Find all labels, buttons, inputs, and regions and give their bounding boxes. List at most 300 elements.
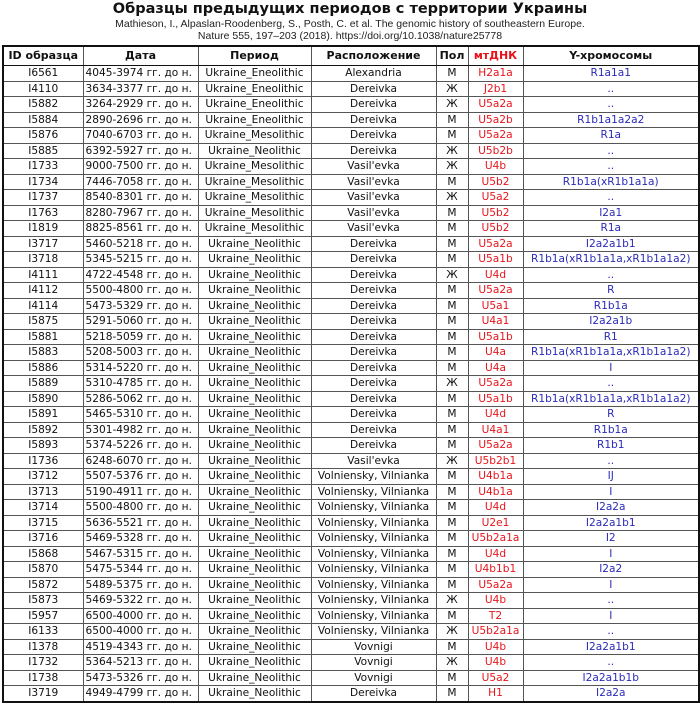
- cell-sex: М: [436, 407, 468, 423]
- cell-date: 4045-3974 гг. до н.: [83, 66, 198, 82]
- cell-sample-id: I5890: [3, 391, 83, 407]
- table-body: [3, 66, 699, 702]
- page-title: Образцы предыдущих периодов с территории Украины: [112, 1, 588, 17]
- cell-period: Ukraine_Neolithic: [198, 531, 311, 547]
- cell-location: Volniensky, Vilnianka: [311, 484, 436, 500]
- cell-sex: Ж: [436, 143, 468, 159]
- cell-location: Volniensky, Vilnianka: [311, 608, 436, 624]
- cell-date: 3264-2929 гг. до н.: [83, 97, 198, 113]
- cell-period: Ukraine_Neolithic: [198, 655, 311, 671]
- cell-date: 8540-8301 гг. до н.: [83, 190, 198, 206]
- cell-location: Dereivka: [311, 128, 436, 144]
- cell-period: Ukraine_Neolithic: [198, 143, 311, 159]
- table-row: [3, 314, 699, 330]
- cell-y-chromosome: ..: [523, 143, 699, 159]
- cell-date: 5374-5226 гг. до н.: [83, 438, 198, 454]
- cell-sample-id: I5889: [3, 376, 83, 392]
- cell-sex: М: [436, 577, 468, 593]
- cell-location: Vovnigi: [311, 655, 436, 671]
- cell-location: Dereivka: [311, 112, 436, 128]
- table-row: [3, 345, 699, 361]
- table-row: [3, 562, 699, 578]
- cell-location: Dereivka: [311, 236, 436, 252]
- cell-sex: Ж: [436, 81, 468, 97]
- cell-location: Alexandria: [311, 66, 436, 82]
- cell-sample-id: I5870: [3, 562, 83, 578]
- cell-sample-id: I1732: [3, 655, 83, 671]
- cell-y-chromosome: IJ: [523, 469, 699, 485]
- cell-y-chromosome: I: [523, 484, 699, 500]
- cell-sex: Ж: [436, 267, 468, 283]
- cell-period: Ukraine_Neolithic: [198, 391, 311, 407]
- cell-y-chromosome: ..: [523, 190, 699, 206]
- cell-sex: Ж: [436, 624, 468, 640]
- cell-y-chromosome: R: [523, 407, 699, 423]
- cell-y-chromosome: I2a2a1b1b: [523, 670, 699, 686]
- cell-location: Vasil'evka: [311, 190, 436, 206]
- cell-mtdna: U4a: [468, 360, 523, 376]
- cell-sex: М: [436, 112, 468, 128]
- citation-line-2: Nature 555, 197–203 (2018). https://doi.org/10.1038/nature25778: [197, 30, 503, 42]
- cell-sex: М: [436, 608, 468, 624]
- table-header-row: [3, 46, 699, 66]
- cell-date: 5636-5521 гг. до н.: [83, 515, 198, 531]
- cell-sample-id: I3714: [3, 500, 83, 516]
- cell-sample-id: I1378: [3, 639, 83, 655]
- cell-location: Volniensky, Vilnianka: [311, 469, 436, 485]
- cell-date: 2890-2696 гг. до н.: [83, 112, 198, 128]
- table-row: [3, 608, 699, 624]
- cell-y-chromosome: I2a2a: [523, 500, 699, 516]
- cell-sample-id: I1734: [3, 174, 83, 190]
- cell-period: Ukraine_Neolithic: [198, 670, 311, 686]
- cell-mtdna: U5a2a: [468, 236, 523, 252]
- cell-date: 3634-3377 гг. до н.: [83, 81, 198, 97]
- cell-sample-id: I5891: [3, 407, 83, 423]
- cell-mtdna: U5a2a: [468, 283, 523, 299]
- cell-sample-id: I5892: [3, 422, 83, 438]
- table-row: [3, 112, 699, 128]
- cell-period: Ukraine_Eneolithic: [198, 112, 311, 128]
- cell-mtdna: U4d: [468, 500, 523, 516]
- cell-location: Vovnigi: [311, 639, 436, 655]
- cell-date: 5218-5059 гг. до н.: [83, 329, 198, 345]
- citation-line-1: Mathieson, I., Alpaslan-Roodenberg, S., Posth, C. et al. The genomic history of southeastern Europe.: [115, 18, 585, 30]
- table-row: [3, 407, 699, 423]
- cell-date: 5500-4800 гг. до н.: [83, 283, 198, 299]
- cell-sex: М: [436, 298, 468, 314]
- cell-mtdna: U5b2a1a: [468, 531, 523, 547]
- cell-mtdna: U4a1: [468, 422, 523, 438]
- cell-mtdna: U4d: [468, 407, 523, 423]
- cell-y-chromosome: R1b1a(xR1b1a1a): [523, 174, 699, 190]
- cell-sample-id: I3716: [3, 531, 83, 547]
- table-row: [3, 484, 699, 500]
- cell-y-chromosome: I2: [523, 531, 699, 547]
- cell-date: 5473-5329 гг. до н.: [83, 298, 198, 314]
- cell-sample-id: I6133: [3, 624, 83, 640]
- cell-y-chromosome: I2a2a1b1: [523, 639, 699, 655]
- table-row: [3, 391, 699, 407]
- cell-date: 5473-5326 гг. до н.: [83, 670, 198, 686]
- cell-location: Dereivka: [311, 298, 436, 314]
- cell-sex: М: [436, 562, 468, 578]
- cell-y-chromosome: I: [523, 577, 699, 593]
- cell-date: 7040-6703 гг. до н.: [83, 128, 198, 144]
- cell-sample-id: I3715: [3, 515, 83, 531]
- cell-date: 5507-5376 гг. до н.: [83, 469, 198, 485]
- cell-sample-id: I5872: [3, 577, 83, 593]
- header-date: Дата: [83, 46, 198, 66]
- table-row: [3, 128, 699, 144]
- cell-sample-id: I3718: [3, 252, 83, 268]
- cell-date: 5310-4785 гг. до н.: [83, 376, 198, 392]
- table-row: [3, 159, 699, 175]
- table-row: [3, 500, 699, 516]
- cell-sex: М: [436, 66, 468, 82]
- cell-sample-id: I3712: [3, 469, 83, 485]
- cell-y-chromosome: R1: [523, 329, 699, 345]
- cell-sex: М: [436, 500, 468, 516]
- table-row: [3, 236, 699, 252]
- cell-location: Dereivka: [311, 329, 436, 345]
- cell-mtdna: H1: [468, 686, 523, 702]
- cell-location: Vasil'evka: [311, 174, 436, 190]
- cell-period: Ukraine_Neolithic: [198, 608, 311, 624]
- cell-location: Dereivka: [311, 81, 436, 97]
- cell-location: Dereivka: [311, 283, 436, 299]
- cell-period: Ukraine_Neolithic: [198, 453, 311, 469]
- cell-y-chromosome: ..: [523, 624, 699, 640]
- table-row: [3, 81, 699, 97]
- cell-sample-id: I5868: [3, 546, 83, 562]
- cell-mtdna: U5a2a: [468, 577, 523, 593]
- cell-sex: М: [436, 329, 468, 345]
- cell-date: 6500-4000 гг. до н.: [83, 608, 198, 624]
- cell-period: Ukraine_Mesolithic: [198, 174, 311, 190]
- table-row: [3, 422, 699, 438]
- cell-sample-id: I1763: [3, 205, 83, 221]
- cell-mtdna: U4b: [468, 159, 523, 175]
- cell-period: Ukraine_Neolithic: [198, 267, 311, 283]
- cell-location: Vasil'evka: [311, 221, 436, 237]
- cell-y-chromosome: ..: [523, 655, 699, 671]
- cell-period: Ukraine_Mesolithic: [198, 205, 311, 221]
- cell-mtdna: U4b1b1: [468, 562, 523, 578]
- cell-mtdna: U4b: [468, 593, 523, 609]
- cell-y-chromosome: R1a1a1: [523, 66, 699, 82]
- cell-y-chromosome: I2a2a1b: [523, 314, 699, 330]
- table-row: [3, 670, 699, 686]
- cell-location: Volniensky, Vilnianka: [311, 531, 436, 547]
- cell-mtdna: U4b1a: [468, 484, 523, 500]
- cell-period: Ukraine_Neolithic: [198, 484, 311, 500]
- cell-sample-id: I1819: [3, 221, 83, 237]
- cell-sex: М: [436, 360, 468, 376]
- cell-date: 4949-4799 гг. до н.: [83, 686, 198, 702]
- cell-date: 5291-5060 гг. до н.: [83, 314, 198, 330]
- header-location: Расположение: [311, 46, 436, 66]
- cell-period: Ukraine_Neolithic: [198, 376, 311, 392]
- cell-sex: М: [436, 515, 468, 531]
- cell-mtdna: U5b2b: [468, 143, 523, 159]
- cell-period: Ukraine_Neolithic: [198, 639, 311, 655]
- cell-sex: Ж: [436, 190, 468, 206]
- cell-date: 5345-5215 гг. до н.: [83, 252, 198, 268]
- cell-mtdna: U5a2a: [468, 438, 523, 454]
- cell-date: 5469-5328 гг. до н.: [83, 531, 198, 547]
- cell-sex: М: [436, 670, 468, 686]
- cell-sample-id: I3717: [3, 236, 83, 252]
- cell-period: Ukraine_Neolithic: [198, 236, 311, 252]
- cell-date: 5469-5322 гг. до н.: [83, 593, 198, 609]
- cell-date: 5364-5213 гг. до н.: [83, 655, 198, 671]
- cell-date: 5190-4911 гг. до н.: [83, 484, 198, 500]
- cell-location: Volniensky, Vilnianka: [311, 577, 436, 593]
- cell-mtdna: U5b2: [468, 205, 523, 221]
- cell-y-chromosome: I2a2: [523, 562, 699, 578]
- table-row: [3, 624, 699, 640]
- cell-date: 5489-5375 гг. до н.: [83, 577, 198, 593]
- table-row: [3, 143, 699, 159]
- cell-y-chromosome: ..: [523, 97, 699, 113]
- cell-location: Dereivka: [311, 438, 436, 454]
- cell-date: 7446-7058 гг. до н.: [83, 174, 198, 190]
- cell-sample-id: I6561: [3, 66, 83, 82]
- cell-y-chromosome: I2a1: [523, 205, 699, 221]
- cell-y-chromosome: I: [523, 546, 699, 562]
- cell-period: Ukraine_Neolithic: [198, 252, 311, 268]
- cell-sex: Ж: [436, 97, 468, 113]
- cell-sex: М: [436, 639, 468, 655]
- cell-y-chromosome: I2a2a: [523, 686, 699, 702]
- cell-date: 6500-4000 гг. до н.: [83, 624, 198, 640]
- cell-mtdna: U4b1a: [468, 469, 523, 485]
- table-row: [3, 298, 699, 314]
- cell-sample-id: I4110: [3, 81, 83, 97]
- cell-sex: М: [436, 469, 468, 485]
- cell-sample-id: I4114: [3, 298, 83, 314]
- cell-mtdna: U5b2a1a: [468, 624, 523, 640]
- cell-mtdna: U5a1b: [468, 391, 523, 407]
- cell-sex: Ж: [436, 159, 468, 175]
- cell-y-chromosome: R1a: [523, 128, 699, 144]
- cell-date: 5301-4982 гг. до н.: [83, 422, 198, 438]
- table-row: [3, 531, 699, 547]
- cell-sex: М: [436, 546, 468, 562]
- cell-y-chromosome: R1b1a(xR1b1a1a,xR1b1a1a2): [523, 391, 699, 407]
- cell-sample-id: I3713: [3, 484, 83, 500]
- cell-sample-id: I5886: [3, 360, 83, 376]
- table-row: [3, 469, 699, 485]
- cell-date: 6392-5927 гг. до н.: [83, 143, 198, 159]
- cell-sample-id: I5882: [3, 97, 83, 113]
- cell-period: Ukraine_Mesolithic: [198, 128, 311, 144]
- cell-sex: Ж: [436, 593, 468, 609]
- cell-mtdna: U4a: [468, 345, 523, 361]
- cell-sex: М: [436, 422, 468, 438]
- table-row: [3, 453, 699, 469]
- cell-location: Volniensky, Vilnianka: [311, 546, 436, 562]
- cell-sex: Ж: [436, 655, 468, 671]
- cell-mtdna: U5a1b: [468, 252, 523, 268]
- cell-sample-id: I5873: [3, 593, 83, 609]
- table-row: [3, 97, 699, 113]
- cell-mtdna: J2b1: [468, 81, 523, 97]
- cell-period: Ukraine_Neolithic: [198, 593, 311, 609]
- table-row: [3, 593, 699, 609]
- cell-period: Ukraine_Mesolithic: [198, 159, 311, 175]
- cell-y-chromosome: I: [523, 360, 699, 376]
- cell-sample-id: I5893: [3, 438, 83, 454]
- cell-y-chromosome: ..: [523, 593, 699, 609]
- cell-period: Ukraine_Neolithic: [198, 345, 311, 361]
- cell-sample-id: I5885: [3, 143, 83, 159]
- cell-mtdna: U5a1: [468, 298, 523, 314]
- cell-y-chromosome: R1a: [523, 221, 699, 237]
- cell-date: 4519-4343 гг. до н.: [83, 639, 198, 655]
- cell-mtdna: U4d: [468, 546, 523, 562]
- cell-location: Vasil'evka: [311, 159, 436, 175]
- cell-mtdna: T2: [468, 608, 523, 624]
- cell-y-chromosome: R1b1a: [523, 422, 699, 438]
- cell-sample-id: I5876: [3, 128, 83, 144]
- cell-location: Vovnigi: [311, 670, 436, 686]
- cell-y-chromosome: R1b1a(xR1b1a1a,xR1b1a1a2): [523, 252, 699, 268]
- cell-period: Ukraine_Neolithic: [198, 407, 311, 423]
- cell-sex: М: [436, 314, 468, 330]
- cell-location: Dereivka: [311, 407, 436, 423]
- cell-y-chromosome: I2a2a1b1: [523, 515, 699, 531]
- cell-period: Ukraine_Eneolithic: [198, 66, 311, 82]
- cell-sex: М: [436, 345, 468, 361]
- cell-period: Ukraine_Neolithic: [198, 562, 311, 578]
- cell-sex: М: [436, 252, 468, 268]
- cell-y-chromosome: ..: [523, 81, 699, 97]
- header-mtdna: мтДНК: [468, 46, 523, 66]
- cell-y-chromosome: ..: [523, 376, 699, 392]
- cell-period: Ukraine_Eneolithic: [198, 81, 311, 97]
- cell-location: Volniensky, Vilnianka: [311, 500, 436, 516]
- header-sex: Пол: [436, 46, 468, 66]
- cell-mtdna: U5b2: [468, 174, 523, 190]
- cell-sex: М: [436, 236, 468, 252]
- cell-sample-id: I1733: [3, 159, 83, 175]
- cell-date: 8825-8561 гг. до н.: [83, 221, 198, 237]
- cell-location: Vasil'evka: [311, 205, 436, 221]
- cell-mtdna: U2e1: [468, 515, 523, 531]
- cell-period: Ukraine_Mesolithic: [198, 190, 311, 206]
- cell-period: Ukraine_Neolithic: [198, 422, 311, 438]
- cell-date: 5208-5003 гг. до н.: [83, 345, 198, 361]
- header-period: Период: [198, 46, 311, 66]
- cell-period: Ukraine_Neolithic: [198, 500, 311, 516]
- cell-period: Ukraine_Neolithic: [198, 546, 311, 562]
- table-row: [3, 205, 699, 221]
- table-row: [3, 515, 699, 531]
- table-row: [3, 546, 699, 562]
- cell-period: Ukraine_Eneolithic: [198, 97, 311, 113]
- cell-period: Ukraine_Neolithic: [198, 314, 311, 330]
- cell-mtdna: U5a2: [468, 670, 523, 686]
- cell-sex: М: [436, 484, 468, 500]
- cell-location: Dereivka: [311, 686, 436, 702]
- table-row: [3, 66, 699, 82]
- cell-period: Ukraine_Neolithic: [198, 515, 311, 531]
- cell-y-chromosome: ..: [523, 159, 699, 175]
- cell-y-chromosome: ..: [523, 267, 699, 283]
- cell-y-chromosome: R1b1a1a2a2: [523, 112, 699, 128]
- cell-location: Dereivka: [311, 143, 436, 159]
- cell-sample-id: I5881: [3, 329, 83, 345]
- cell-date: 6248-6070 гг. до н.: [83, 453, 198, 469]
- table-row: [3, 252, 699, 268]
- cell-y-chromosome: R1b1a: [523, 298, 699, 314]
- cell-location: Dereivka: [311, 267, 436, 283]
- cell-sample-id: I5957: [3, 608, 83, 624]
- cell-sex: М: [436, 531, 468, 547]
- cell-location: Dereivka: [311, 422, 436, 438]
- cell-date: 5500-4800 гг. до н.: [83, 500, 198, 516]
- cell-location: Vasil'evka: [311, 453, 436, 469]
- cell-location: Volniensky, Vilnianka: [311, 593, 436, 609]
- cell-location: Volniensky, Vilnianka: [311, 562, 436, 578]
- cell-location: Dereivka: [311, 376, 436, 392]
- cell-mtdna: U5a2b: [468, 112, 523, 128]
- cell-date: 5286-5062 гг. до н.: [83, 391, 198, 407]
- cell-sex: М: [436, 438, 468, 454]
- cell-mtdna: U5a2a: [468, 376, 523, 392]
- cell-mtdna: U5a2a: [468, 97, 523, 113]
- cell-mtdna: U5b2b1: [468, 453, 523, 469]
- cell-sex: Ж: [436, 376, 468, 392]
- table-row: [3, 174, 699, 190]
- table-row: [3, 267, 699, 283]
- table-row: [3, 190, 699, 206]
- cell-mtdna: U4d: [468, 267, 523, 283]
- cell-sex: М: [436, 686, 468, 702]
- cell-sex: М: [436, 391, 468, 407]
- cell-mtdna: U5b2: [468, 221, 523, 237]
- cell-sample-id: I3719: [3, 686, 83, 702]
- cell-date: 5467-5315 гг. до н.: [83, 546, 198, 562]
- table-row: [3, 376, 699, 392]
- cell-date: 9000-7500 гг. до н.: [83, 159, 198, 175]
- cell-sample-id: I5883: [3, 345, 83, 361]
- cell-period: Ukraine_Neolithic: [198, 469, 311, 485]
- cell-period: Ukraine_Neolithic: [198, 298, 311, 314]
- cell-mtdna: U5a1b: [468, 329, 523, 345]
- cell-period: Ukraine_Neolithic: [198, 624, 311, 640]
- cell-date: 5465-5310 гг. до н.: [83, 407, 198, 423]
- table-row: [3, 639, 699, 655]
- cell-period: Ukraine_Mesolithic: [198, 221, 311, 237]
- cell-location: Volniensky, Vilnianka: [311, 624, 436, 640]
- cell-sex: Ж: [436, 453, 468, 469]
- cell-location: Dereivka: [311, 97, 436, 113]
- cell-sample-id: I1736: [3, 453, 83, 469]
- cell-sample-id: I5875: [3, 314, 83, 330]
- table-row: [3, 329, 699, 345]
- cell-period: Ukraine_Neolithic: [198, 329, 311, 345]
- table-row: [3, 438, 699, 454]
- cell-date: 5475-5344 гг. до н.: [83, 562, 198, 578]
- cell-location: Dereivka: [311, 360, 436, 376]
- cell-mtdna: U5a2a: [468, 128, 523, 144]
- cell-sex: М: [436, 128, 468, 144]
- cell-sample-id: I1738: [3, 670, 83, 686]
- cell-date: 5460-5218 гг. до н.: [83, 236, 198, 252]
